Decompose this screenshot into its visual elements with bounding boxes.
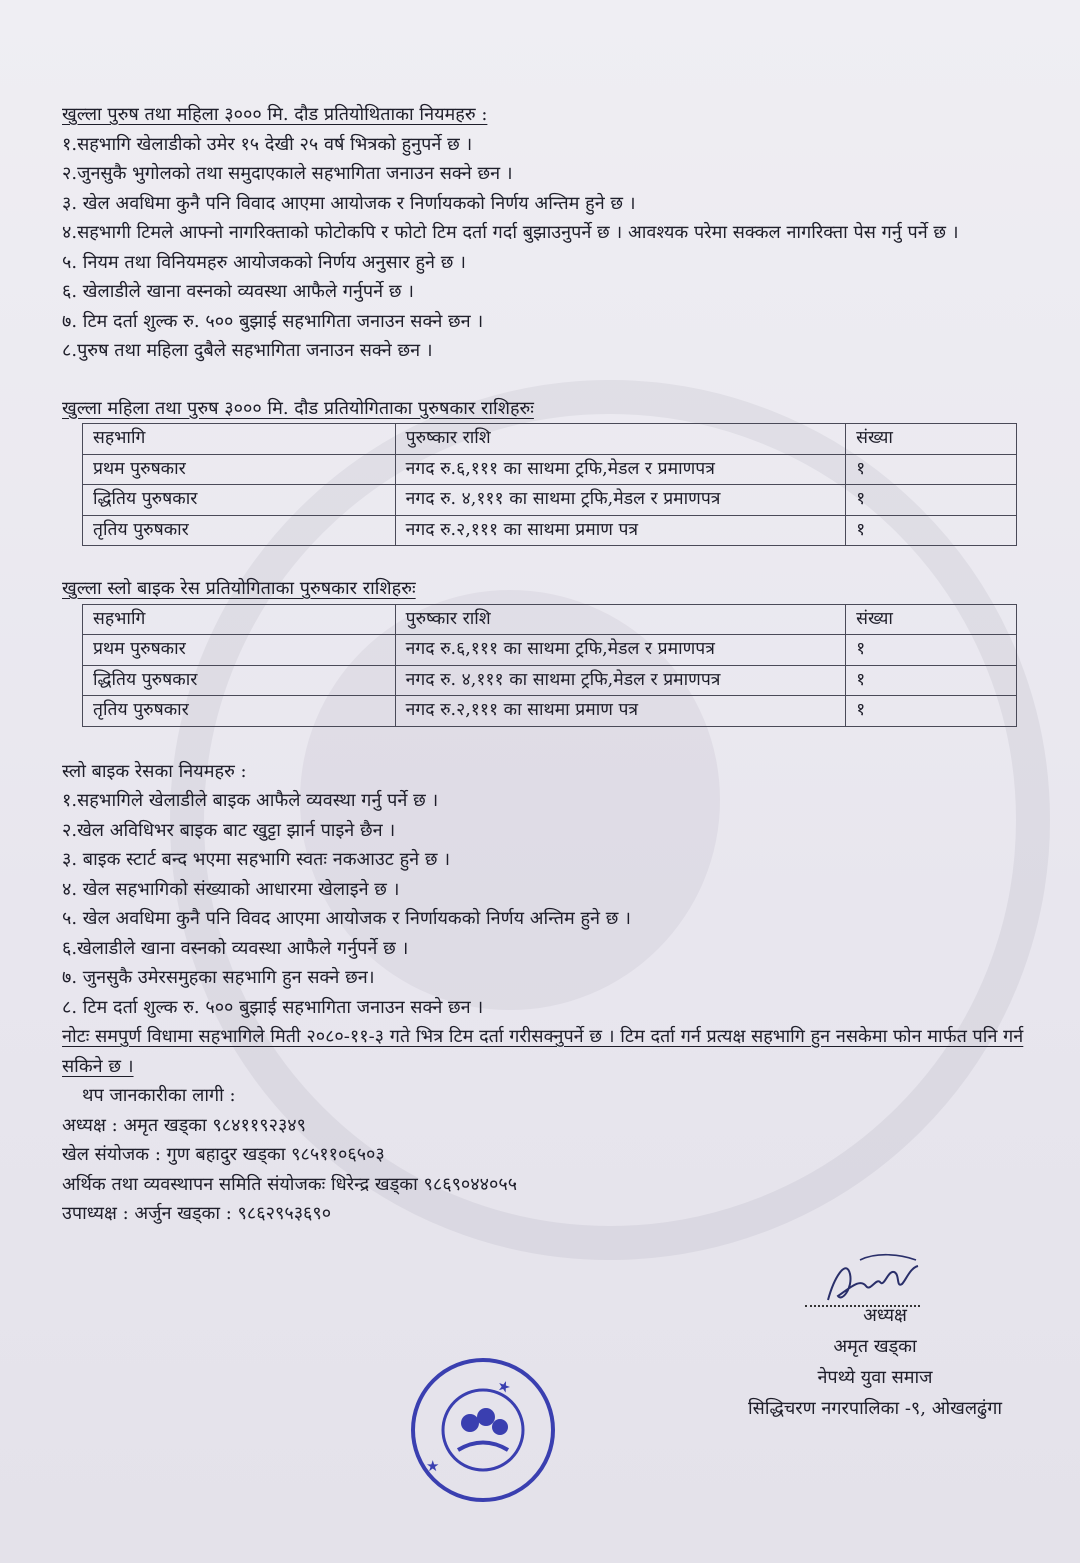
section-heading-race-rules: खुल्ला पुरुष तथा महिला ३००० मि. दौड प्रतियोथिताका नियमहरु : (62, 104, 488, 125)
column-header: सहभागि (83, 424, 396, 455)
table-cell: द्धितिय पुरुषकार (83, 485, 396, 516)
table-row (83, 635, 1017, 666)
table-cell: नगद रु.६,१११ का साथमा ट्रफि,मेडल र प्रमाणपत्र (395, 635, 845, 666)
contact-item: अर्थिक तथा व्यवस्थापन समिति संयोजकः धिरेन्द्र खड्का ९८६९०४४०५५ (62, 1173, 518, 1195)
rule-item: ३. खेल अवधिमा कुनै पनि विवाद आएमा आयोजक र निर्णायकको निर्णय अन्तिम हुने छ । (62, 192, 636, 214)
rule-item: ४.सहभागी टिमले आफ्नो नागरिक्ताको फोटोकपि र फोटो टिम दर्ता गर्दा बुझाउनुपर्ने छ । आवश्यक परेमा सक्कल नागरिक्ता पेस गर्नु पर्ने छ । (62, 222, 959, 243)
table-row (83, 485, 1017, 516)
svg-text:★: ★ (426, 1457, 440, 1475)
table-cell: १ (846, 635, 1017, 666)
rule-item: ८. टिम दर्ता शुल्क रु. ५०० बुझाई सहभागिता जनाउन सक्ने छन । (62, 996, 484, 1018)
rule-item: ७. जुनसुकै उमेरसमुहका सहभागि हुन सक्ने छन। (62, 967, 375, 988)
table-row (83, 454, 1017, 485)
rule-item: २.खेल अविधिभर बाइक बाट खुट्टा झार्न पाइने छैन । (62, 819, 396, 841)
rule-item: ३. बाइक स्टार्ट बन्द भएमा सहभागि स्वतः नकआउट हुने छ । (62, 849, 451, 870)
table-cell: १ (846, 665, 1017, 696)
contact-item: खेल संयोजक : गुण बहादुर खड्का ९८५११०६५०३ (62, 1144, 385, 1165)
column-header: पुरुष्कार राशि (395, 604, 845, 635)
signatory-name: अमृत खड्का (833, 1336, 917, 1357)
table-cell: प्रथम पुरुषकार (83, 635, 396, 666)
column-header: संख्या (846, 604, 1017, 635)
contact-heading: थप जानकारीका लागी : (82, 1085, 236, 1106)
rule-item: ७. टिम दर्ता शुल्क रु. ५०० बुझाई सहभागिता जनाउन सक्ने छन । (62, 310, 484, 332)
table-cell: प्रथम पुरुषकार (83, 454, 396, 485)
signatory-block (715, 1300, 1035, 1424)
signatory-title: अध्यक्ष (863, 1305, 907, 1326)
signatory-organization: नेपथ्ये युवा समाज (817, 1367, 933, 1388)
rule-item: ६.खेलाडीले खाना वस्नको व्यवस्था आफैले गर्नुपर्ने छ । (62, 937, 409, 959)
race-prize-table (82, 423, 1017, 546)
table-cell: नगद रु.६,१११ का साथमा ट्रफि,मेडल र प्रमाणपत्र (395, 454, 845, 485)
bike-prize-table (82, 604, 1017, 727)
organization-stamp (408, 1355, 558, 1505)
svg-text:★: ★ (494, 1375, 514, 1398)
table-cell: नगद रु.२,१११ का साथमा प्रमाण पत्र (395, 515, 845, 546)
table-row (83, 515, 1017, 546)
contact-item: अध्यक्ष : अमृत खड्का ९८४११९२३४९ (62, 1114, 307, 1136)
table-cell: नगद रु. ४,१११ का साथमा ट्रफि,मेडल र प्रमाणपत्र (395, 665, 845, 696)
rule-item: ४. खेल सहभागिको संख्याको आधारमा खेलाइने छ । (62, 878, 400, 900)
table-cell: द्धितिय पुरुषकार (83, 665, 396, 696)
table-cell: १ (846, 454, 1017, 485)
column-header: सहभागि (83, 604, 396, 635)
column-header: पुरुष्कार राशि (395, 424, 845, 455)
table-row (83, 696, 1017, 727)
table-cell: १ (846, 696, 1017, 727)
document-body (62, 100, 1052, 1229)
signatory-address: सिद्धिचरण नगरपालिका -९, ओखलढुंगा (747, 1398, 1002, 1419)
bike-rules-list (62, 786, 1052, 1022)
contact-item: उपाध्यक्ष : अर्जुन खड्का : ९८६२९५३६९० (62, 1203, 332, 1224)
rule-item: १.सहभागि खेलाडीको उमेर १५ देखी २५ वर्ष भित्रको हुनुपर्ने छ । (62, 133, 473, 155)
rule-item: ८.पुरुष तथा महिला दुबैले सहभागिता जनाउन सक्ने छन । (62, 340, 433, 361)
section-heading-race-prizes: खुल्ला महिला तथा पुरुष ३००० मि. दौड प्रतियोगिताका पुरुषकार राशिहरुः (62, 397, 534, 419)
table-cell: १ (846, 485, 1017, 516)
section-heading-bike-prizes: खुल्ला स्लो बाइक रेस प्रतियोगिताका पुरुषकार राशिहरुः (62, 578, 416, 599)
table-cell: नगद रु. ४,१११ का साथमा ट्रफि,मेडल र प्रमाणपत्र (395, 485, 845, 516)
table-header-row (83, 424, 1017, 455)
table-cell: तृतिय पुरुषकार (83, 515, 396, 546)
rule-item: १.सहभागिले खेलाडीले बाइक आफैले व्यवस्था गर्नु पर्ने छ । (62, 790, 439, 811)
rule-item: ६. खेलाडीले खाना वस्नको व्यवस्था आफैले गर्नुपर्ने छ । (62, 281, 415, 302)
registration-note: नोटः समपुर्ण विधामा सहभागिले मिती २०८०-११-३ गते भित्र टिम दर्ता गरीसक्नुपर्ने छ । टिम दर्ता गर्न प्रत्यक्ष सहभागि हुन नसकेमा फोन मार्फत पनि गर्न सकिने छ । (62, 1026, 1024, 1077)
column-header: संख्या (846, 424, 1017, 455)
table-cell: तृतिय पुरुषकार (83, 696, 396, 727)
rule-item: ५. खेल अवधिमा कुनै पनि विवद आएमा आयोजक र निर्णायकको निर्णय अन्तिम हुने छ । (62, 908, 631, 929)
rule-item: ५. नियम तथा विनियमहरु आयोजकको निर्णय अनुसार हुने छ । (62, 251, 466, 273)
race-rules-list (62, 130, 1052, 366)
section-heading-bike-rules: स्लो बाइक रेसका नियमहरु : (62, 760, 247, 782)
table-cell: नगद रु.२,१११ का साथमा प्रमाण पत्र (395, 696, 845, 727)
rule-item: २.जुनसुकै भुगोलको तथा समुदाएकाले सहभागिता जनाउन सक्ने छन । (62, 163, 513, 184)
table-row (83, 665, 1017, 696)
table-header-row (83, 604, 1017, 635)
table-cell: १ (846, 515, 1017, 546)
